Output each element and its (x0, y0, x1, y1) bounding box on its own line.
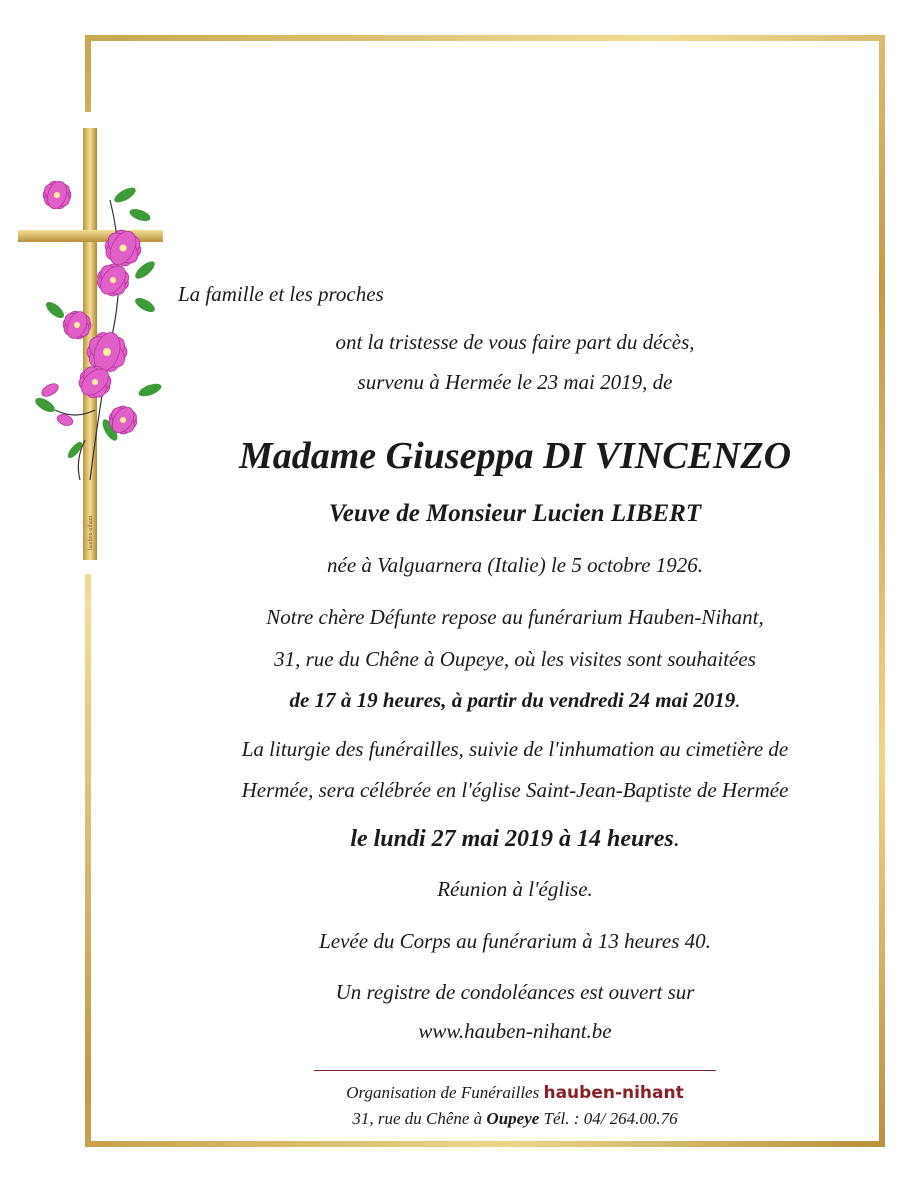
footer-address-city: Oupeye (486, 1109, 540, 1128)
deceased-name: Madame Giuseppa DI VINCENZO (238, 435, 792, 477)
cross-imprint: hauben-nihant (88, 515, 94, 550)
footer-phone: Tél. : 04/ 264.00.76 (543, 1109, 678, 1128)
intro-line-3: survenu à Hermée le 23 mai 2019, de (357, 370, 673, 394)
visitation-hours-text: de 17 à 19 heures, à partir du vendredi 24 mai 2019 (289, 688, 736, 712)
levee-line: Levée du Corps au funérarium à 13 heures 40. (319, 929, 711, 953)
funeral-line-2: Hermée, sera célébrée en l'église Saint-Jean-Baptiste de Hermée (241, 778, 789, 802)
funeral-line-1: La liturgie des funérailles, suivie de l'inhumation au cimetière de (241, 737, 789, 761)
birth-line: née à Valguarnera (Italie) le 5 octobre 1926. (327, 553, 703, 577)
visitation-hours (290, 688, 741, 713)
meeting-line: Réunion à l'église. (437, 877, 593, 901)
footer-divider (314, 1070, 716, 1071)
visitation-line-1: Notre chère Défunte repose au funérarium Hauben-Nihant, (266, 605, 764, 629)
footer-address-prefix: 31, rue du Chêne à (352, 1109, 483, 1128)
condolences-url[interactable]: www.hauben-nihant.be (418, 1019, 612, 1043)
funeral-date (350, 826, 679, 853)
intro-line-2: ont la tristesse de vous faire part du décès, (335, 330, 695, 354)
cross-with-flowers-icon (15, 120, 175, 560)
footer-organisation (346, 1083, 684, 1103)
visitation-hours-end: . (735, 688, 741, 712)
visitation-line-2: 31, rue du Chêne à Oupeye, où les visites sont souhaitées (274, 647, 756, 671)
intro-line-1: La famille et les proches (178, 282, 384, 306)
footer-address (352, 1109, 677, 1129)
brand-logo: hauben-nihant (543, 1083, 684, 1103)
funeral-date-end: . (673, 826, 680, 852)
footer-org-prefix: Organisation de Funérailles (346, 1083, 540, 1102)
spouse-line: Veuve de Monsieur Lucien LIBERT (328, 500, 702, 527)
funeral-date-text: le lundi 27 mai 2019 à 14 heures (350, 826, 674, 852)
condolences-line: Un registre de condoléances est ouvert sur (335, 980, 695, 1004)
